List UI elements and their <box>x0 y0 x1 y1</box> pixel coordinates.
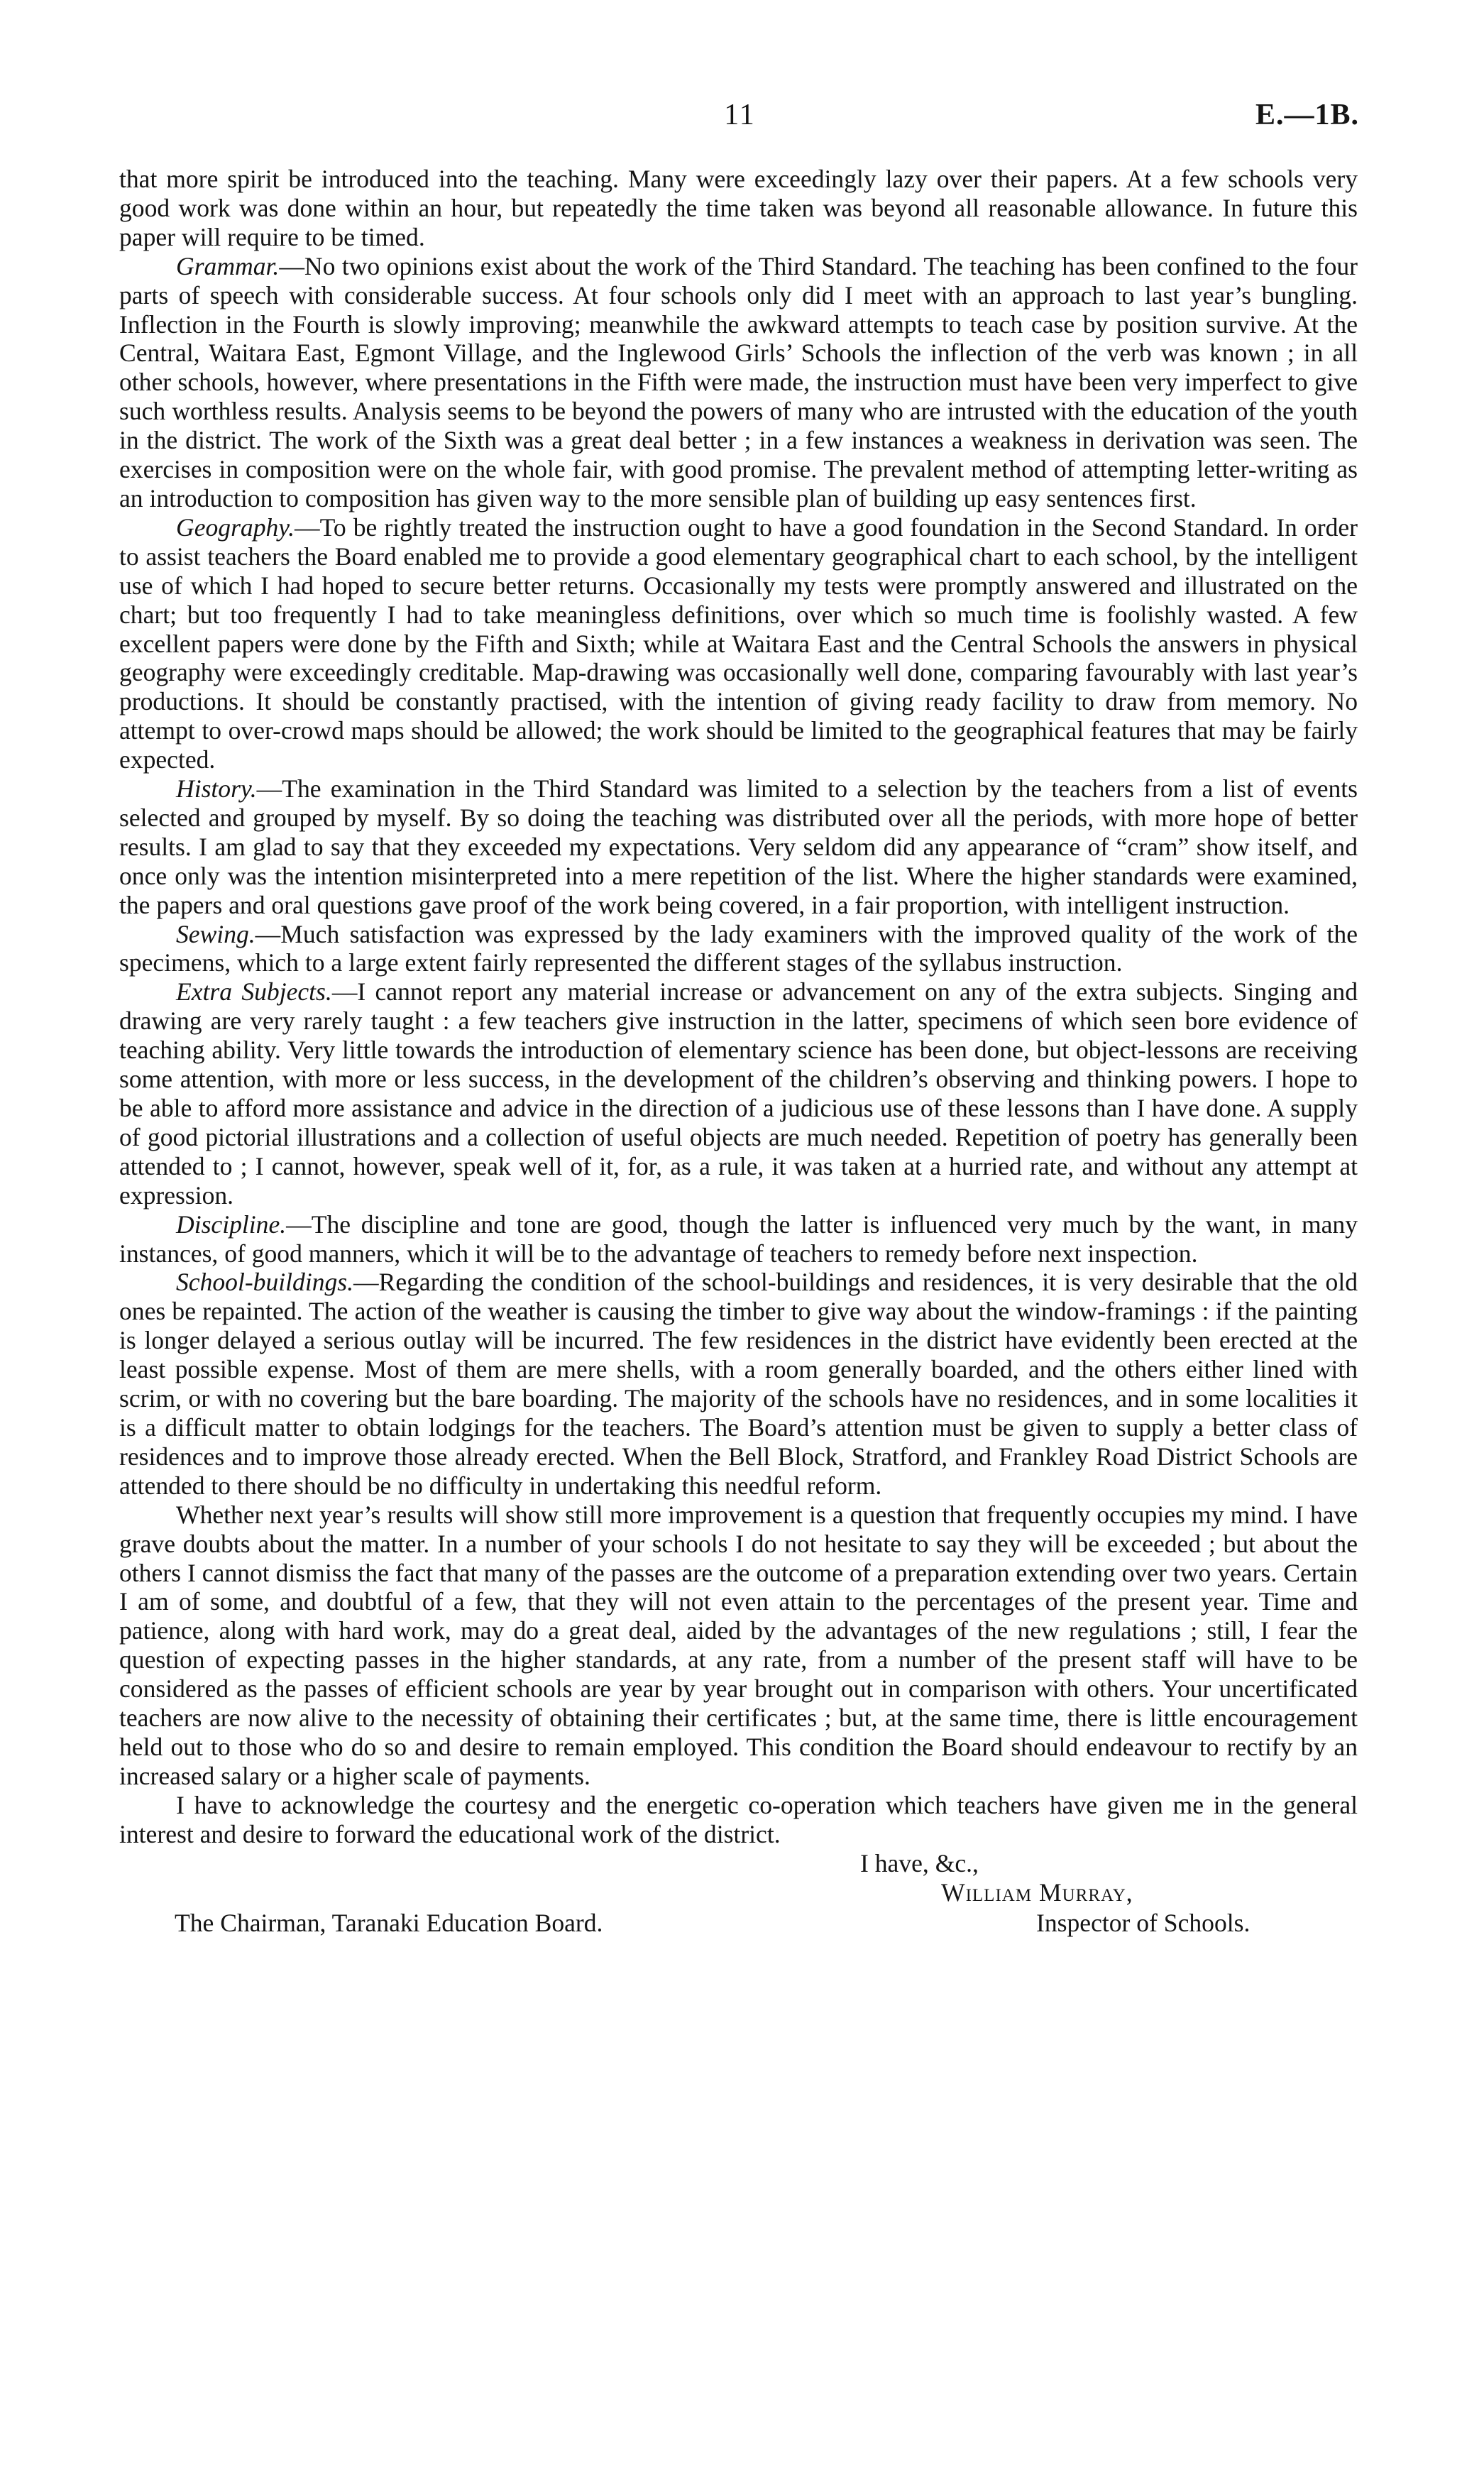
paragraph-text: —I cannot report any material increase or advancement on any of the extra subjects. Singing and drawing are very rarely taught : a few teachers give instruction in the latter, specimens of which seen bore evidence of teaching ability. Very little towards the introduction of elementary science has been done, but object-lessons are receiving some attention, with more or less success, in the development of the children’s observing and thinking powers. I hope to be able to afford more assistance and advice in the direction of a judicious use of these lessons than I have done. A supply of good pictorial illustrations and a collection of useful objects are much needed. Repetition of poetry has generally been attended to ; I cannot, however, speak well of it, for, as a rule, it was taken at a hurried rate, and without any attempt at expression. <box>119 977 1358 1210</box>
paragraph-text: —No two opinions exist about the work of the Third Standard. The teaching has been confined to the four parts of speech with considerable success. At four schools only did I meet with an approach to last year’s bungling. Inflection in the Fourth is slowly improving; meanwhile the awkward attempts to teach case by position survive. At the Central, Waitara East, Egmont Village, and the Inglewood Girls’ Schools the inflection of the verb was known ; in all other schools, however, where presentations in the Fifth were made, the instruction must have been very imperfect to give such worthless results. Analysis seems to be beyond the powers of many who are intrusted with the education of the youth in the district. The work of the Sixth was a great deal better ; in a few instances a weakness in derivation was seen. The exercises in composition were on the whole fair, with good promise. The prevalent method of attempting letter-writing as an introduction to composition has given way to the more sensible plan of building up easy sentences first. <box>119 251 1358 512</box>
paragraph-sewing <box>119 920 1358 978</box>
page-number: 11 <box>724 99 756 131</box>
signatory-title: Inspector of Schools. <box>1036 1908 1251 1937</box>
signatory-name: William Murray, <box>941 1877 1133 1907</box>
paragraph-text: —The discipline and tone are good, though the latter is influenced very much by the want, in many instances, of good manners, which it will be to the advantage of teachers to remedy before next inspection. <box>119 1210 1358 1268</box>
page-header <box>121 98 1359 141</box>
paragraph-text: I have to acknowledge the courtesy and the energetic co-operation which teachers have given me in the general interest and desire to forward the educational work of the district. <box>119 1790 1358 1848</box>
document-reference: E.—1B. <box>1255 99 1359 131</box>
paragraph-arithmetic-continuation <box>119 165 1358 252</box>
paragraph-acknowledgement <box>119 1791 1358 1849</box>
addressee: The Chairman, Taranaki Education Board. <box>175 1908 603 1937</box>
paragraph-text: —The examination in the Third Standard was limited to a selection by the teachers from a list of events selected and grouped by myself. By so doing the teaching was distributed over all the periods, with more hope of better results. I am glad to say that they exceeded my expectations. Very seldom did any appearance of “cram” show itself, and once only was the intention misinterpreted into a mere repetition of the list. Where the higher standards were examined, the papers and oral questions gave proof of the work being covered, in a fair proportion, with intelligent instruction. <box>119 774 1358 919</box>
section-heading: History. <box>176 774 257 804</box>
complimentary-close: I have, &c., <box>860 1848 979 1877</box>
paragraph-text: that more spirit be introduced into the teaching. Many were exceedingly lazy over their papers. At a few schools very good work was done within an hour, but repeatedly the time taken was beyond all reasonable allowance. In future this paper will require to be timed. <box>119 165 1358 251</box>
paragraph-grammar <box>119 252 1358 513</box>
section-heading: Sewing. <box>176 919 255 948</box>
paragraph-text: —Much satisfaction was expressed by the lady examiners with the improved quality of the work of the specimens, which to a large extent fairly represented the different stages of the syllabus instruction. <box>119 919 1358 977</box>
section-heading: Grammar. <box>176 251 280 280</box>
paragraph-text: Whether next year’s results will show still more improvement is a question that frequently occupies my mind. I have grave doubts about the matter. In a number of your schools I do not hesitate to say they will be exceeded ; but about the others I cannot dismiss the fact that many of the passes are the outcome of a preparation extending over two years. Certain I am of some, and doubtful of a few, that they will not even attain to the percentages of the present year. Time and patience, along with hard work, may do a great deal, aided by the advantages of the new regulations ; still, I fear the question of expecting passes in the higher standards, at any rate, from a number of the present staff will have to be considered as the passes of efficient schools are year by year brought out in comparison with others. Your uncertificated teachers are now alive to the necessity of obtaining their certificates ; but, at the same time, there is little encouragement held out to those who do so and desire to remain employed. This condition the Board should endeavour to rectify by an increased salary or a higher scale of payments. <box>119 1500 1358 1790</box>
section-heading: Discipline. <box>176 1210 287 1239</box>
paragraph-text: —Regarding the condition of the school-buildings and residences, it is very desirable that the old ones be repainted. The action of the weather is causing the timber to give way about the window-framings : if the painting is longer delayed a serious outlay will be incurred. The few residences in the district have evidently been erected at the least possible expense. Most of them are mere shells, with a room generally boarded, and the others either lined with scrim, or with no covering but the bare boarding. The majority of the schools have no residences, and in some localities it is a difficult matter to obtain lodgings for the teachers. The Board’s attention must be given to supply a better class of residences and to improve those already erected. When the Bell Block, Stratford, and Frankley Road District Schools are attended to there should be no difficulty in undertaking this needful reform. <box>119 1268 1358 1500</box>
report-body <box>119 165 1358 1984</box>
section-heading: Geography. <box>176 512 295 542</box>
paragraph-extra-subjects <box>119 977 1358 1210</box>
paragraph-history <box>119 774 1358 920</box>
paragraph-discipline <box>119 1210 1358 1268</box>
section-heading: School-buildings. <box>176 1268 354 1297</box>
paragraph-geography <box>119 513 1358 774</box>
letter-closing <box>119 1849 1358 1984</box>
paragraph-text: —To be rightly treated the instruction ought to have a good foundation in the Second Standard. In order to assist teachers the Board enabled me to provide a good elementary geographical chart to each school, by the intelligent use of which I had hoped to secure better returns. Occasionally my tests were promptly answered and illustrated on the chart; but too frequently I had to take meaningless definitions, over which so much time is foolishly wasted. A few excellent papers were done by the Fifth and Sixth; while at Waitara East and the Central Schools the answers in physical geography were exceedingly creditable. Map-drawing was occasionally well done, comparing favourably with last year’s productions. It should be constantly practised, with the intention of giving ready facility to draw from memory. No attempt to over-crowd maps should be allowed; the work should be limited to the geographical features that may be fairly expected. <box>119 512 1358 774</box>
section-heading: Extra Subjects. <box>176 977 332 1007</box>
paragraph-next-year-results <box>119 1501 1358 1791</box>
paragraph-school-buildings <box>119 1268 1358 1500</box>
